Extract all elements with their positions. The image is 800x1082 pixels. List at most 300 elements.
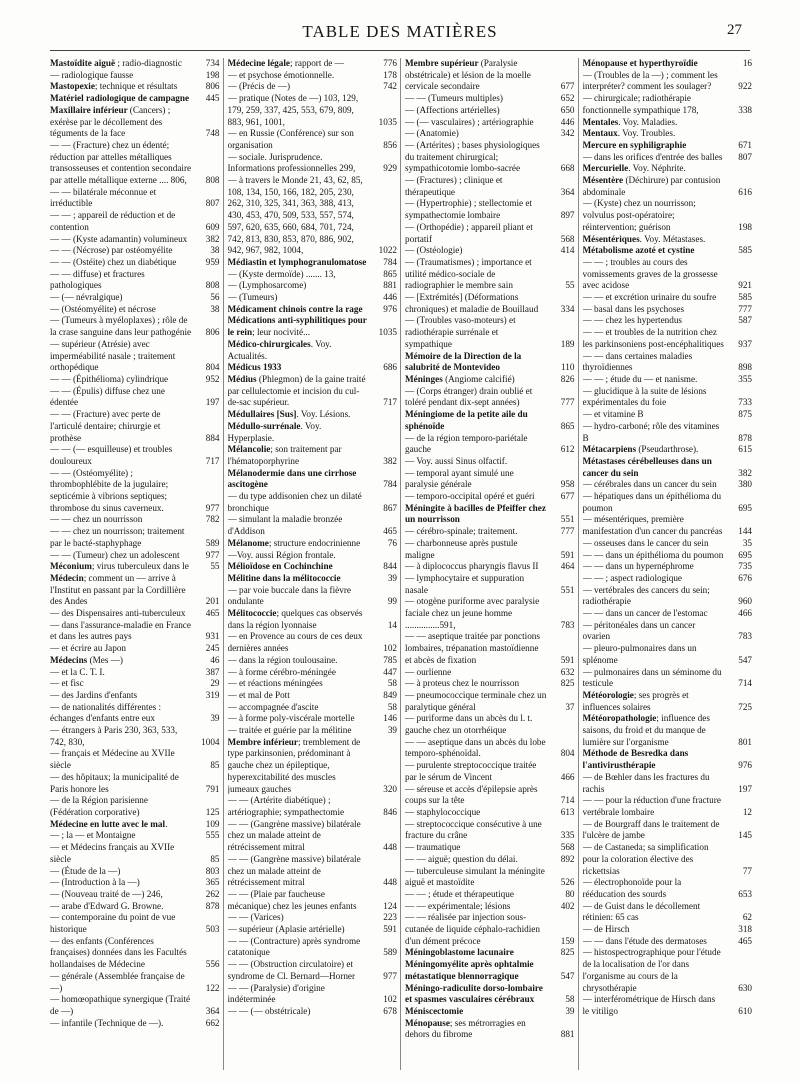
- index-entry: [228, 152, 398, 175]
- index-entry-text: Mélanodermie dans une cirrhose ascitogène: [227, 467, 357, 490]
- index-entry: [50, 245, 220, 257]
- index-entry-text: Médiastin et lymphogranulomatose: [227, 256, 367, 267]
- index-entry-text: — contemporaine du point de vue historique: [50, 912, 176, 935]
- index-entry: [228, 936, 398, 959]
- index-entry: [583, 901, 753, 924]
- index-entry: [50, 971, 220, 994]
- index-entry-page: 1004: [201, 736, 220, 747]
- index-entry-page: 804: [205, 362, 220, 373]
- index-entry-page: 717: [205, 455, 220, 466]
- index-entry-page: 58: [387, 678, 397, 689]
- index-entry: [405, 433, 575, 456]
- index-entry: [228, 690, 398, 702]
- index-entry-text: — — (Nécrose) par ostéomyélite: [50, 245, 173, 256]
- index-entry: [405, 105, 575, 117]
- index-entry-text: — à forme poly-viscérale mortelle: [227, 713, 355, 724]
- index-entry: [405, 573, 575, 596]
- index-entry-text: — [Extrémités] (Déformations chroniques) et maladie de Bouillaud: [405, 292, 539, 314]
- index-entry-text: Ménopause; ses métrorragies en dehors du fibrome: [405, 1017, 526, 1040]
- index-entry: [50, 292, 220, 304]
- index-entry-page: 615: [738, 444, 752, 455]
- index-entry-text: Maxillaire inférieur (Cancers) ; exérèse par le décollement des téguments de la face: [50, 104, 171, 139]
- index-entry-page: 782: [205, 514, 220, 525]
- index-entry-page: 159: [560, 935, 575, 946]
- index-entry-text: — basal dans les psychoses: [582, 303, 685, 314]
- index-entry-page: 58: [565, 994, 575, 1005]
- index-entry-page: 342: [560, 128, 575, 139]
- index-entry-text: — — (— esquilleuse) et troubles douloureux: [50, 444, 173, 466]
- index-entry: [583, 947, 753, 994]
- index-entry-page: 825: [560, 678, 575, 689]
- index-entry-text: — des Jardins d'enfants: [50, 689, 138, 700]
- index-entry-page: 547: [560, 970, 575, 981]
- index-entry: [583, 667, 753, 690]
- index-entry: [583, 479, 753, 491]
- index-entry-text: — (Lymphosarcome): [227, 280, 307, 291]
- index-entry: [405, 58, 575, 93]
- index-entry-text: — ; la — et Montaigne: [50, 830, 136, 841]
- index-entry: [405, 667, 575, 679]
- index-entry-text: Méningomyélite après ophtalmie métastatique blennorragique: [405, 959, 534, 981]
- index-entry-page: 878: [738, 432, 752, 443]
- index-entry-text: — — (Fracture) avec perte de l'articulé dentaire; chirurgie et prothèse: [50, 409, 161, 443]
- index-entry-text: Mélanome; structure endocrinienne: [227, 537, 361, 548]
- index-entry: [228, 725, 398, 737]
- index-entry: [50, 912, 220, 935]
- index-entry: [583, 819, 753, 842]
- index-entry-text: — (Traumatismes) ; importance et utilité médico-sociale de radiographier le membre sain: [405, 256, 532, 291]
- index-entry-text: — du type addisonien chez un dilaté bronchique: [227, 491, 362, 513]
- index-entry: [583, 538, 753, 550]
- index-entry-page: 695: [738, 502, 752, 513]
- index-entry-page: 465: [383, 526, 397, 537]
- index-entry: [50, 643, 220, 655]
- index-entry-page: 447: [383, 666, 397, 677]
- index-entry-page: 977: [205, 502, 220, 513]
- index-entry-page: 677: [560, 491, 575, 502]
- index-entry-page: 110: [561, 362, 575, 373]
- index-entry-text: — étrangers à Paris 230, 363, 533, 742, 830,: [50, 725, 178, 747]
- index-entry: [50, 561, 220, 573]
- index-entry-text: Mélitococcie; quelques cas observés dans la région lyonnaise: [227, 608, 363, 630]
- index-entry-text: — (Troubles vaso-moteurs) et radiothérapie surrénale et sympathique: [405, 315, 516, 349]
- index-entry-page: 959: [205, 256, 220, 267]
- index-entry: [405, 526, 575, 538]
- index-entry-page: 382: [383, 455, 397, 466]
- index-entry-page: 35: [742, 537, 752, 548]
- index-entry: [583, 245, 753, 257]
- index-entry: [50, 386, 220, 409]
- index-entry: [228, 339, 398, 362]
- index-entry-page: 387: [205, 666, 220, 677]
- index-entry: [228, 573, 398, 585]
- index-entry: [50, 269, 220, 292]
- index-entry: [405, 983, 575, 1006]
- index-entry: [405, 947, 575, 959]
- index-entry-text: — (Introduction à la —): [50, 877, 140, 888]
- index-entry: [405, 93, 575, 105]
- index-entry-page: 46: [210, 654, 220, 665]
- index-entry-text: — à proteus chez le nourrisson: [405, 678, 520, 689]
- index-entry-text: — à forme cérébro-méningée: [227, 666, 336, 677]
- index-entry: [583, 585, 753, 608]
- index-entry-text: Mélioïdose en Cochinchine: [227, 561, 333, 572]
- index-entry-page: 76: [387, 537, 397, 548]
- index-entry-text: — de Castaneda; sa simplification pour la coloration élective des rickettsias: [582, 842, 709, 876]
- index-entry-page: 587: [738, 315, 752, 326]
- index-entry-page: 591: [383, 924, 397, 935]
- index-entry-text: — (Hypertrophie) ; stellectomie et sympathectomie lombaire: [405, 198, 533, 221]
- index-entry: [405, 222, 575, 245]
- index-entry-text: — (Nouveau traité de —) 246,: [50, 888, 163, 899]
- index-entry: [228, 702, 398, 714]
- index-entry: [405, 468, 575, 491]
- index-entry-page: 807: [738, 151, 752, 162]
- index-entry: [50, 690, 220, 702]
- index-entry: [583, 374, 753, 386]
- index-entry-page: 652: [560, 93, 575, 104]
- index-entry-text: — (Kyste) chez un nourrisson; volvulus post-opératoire; réintervention; guérison: [582, 198, 696, 232]
- index-entry: [228, 550, 398, 562]
- index-entry-page: 785: [383, 654, 397, 665]
- index-entry-page: 39: [387, 725, 397, 736]
- index-entry-text: — et vitamine B: [582, 409, 644, 420]
- index-entry: [50, 866, 220, 878]
- index-column-4: [583, 58, 756, 1070]
- index-entry-page: 262: [205, 888, 220, 899]
- index-entry-text: — (Ostéologie): [405, 245, 463, 256]
- index-entry: [405, 315, 575, 350]
- index-entry: [228, 795, 398, 818]
- index-entry-page: 85: [210, 760, 220, 771]
- index-entry-page: 976: [738, 760, 752, 771]
- index-entry-text: — français et Médecine au XVIIe siècle: [50, 748, 175, 771]
- index-entry: [583, 690, 753, 713]
- index-entry-page: 382: [738, 467, 752, 478]
- index-entry-page: 806: [205, 81, 220, 92]
- index-entry: [405, 561, 575, 573]
- index-entry-page: 318: [738, 924, 752, 935]
- index-entry-page: 466: [738, 608, 752, 619]
- index-entry-page: 382: [205, 233, 220, 244]
- index-entry-page: 777: [738, 303, 752, 314]
- index-entry-text: Mélitine dans la mélitococcie: [227, 572, 341, 583]
- index-entry: [228, 374, 398, 409]
- index-entry-page: 777: [560, 526, 575, 537]
- index-entry-text: Méningoblastome lacunaire: [405, 947, 514, 958]
- index-entry: [228, 58, 398, 70]
- index-entry-text: — en Provence au cours de ces deux dernières années: [227, 631, 363, 654]
- index-entry: [583, 491, 753, 514]
- index-entry-text: — charbonneuse après pustule maligne: [405, 537, 518, 560]
- index-entry: [228, 304, 398, 316]
- index-entry-text: — arabe d'Edward G. Browne.: [50, 900, 164, 911]
- index-entry-page: 446: [560, 116, 575, 127]
- index-entry-page: 62: [742, 912, 752, 923]
- index-entry-text: Médications anti-syphilitiques pour le rein; leur nocivité...: [227, 315, 367, 338]
- index-entry: [228, 854, 398, 889]
- index-entry-text: — séreuse et accès d'épilepsie après coups sur la tête: [405, 783, 538, 806]
- index-entry: [50, 409, 220, 444]
- index-entry: [50, 514, 220, 526]
- index-entry: [50, 315, 220, 338]
- index-entry: [50, 234, 220, 246]
- index-entry-page: 650: [560, 104, 575, 115]
- index-entry-text: — et mal de Pott: [227, 689, 290, 700]
- index-entry: [50, 187, 220, 210]
- index-entry-page: 448: [383, 877, 397, 888]
- index-entry-page: 77: [742, 865, 752, 876]
- index-entry-text: — (Tumeurs): [227, 292, 278, 303]
- index-entry-text: — — (Varices): [227, 912, 284, 923]
- index-entry: [405, 351, 575, 374]
- index-entry-page: 610: [738, 1005, 752, 1016]
- index-entry: [405, 866, 575, 889]
- index-entry-text: — — (— obstétricale): [227, 1005, 311, 1016]
- index-entry-text: — — ; troubles au cours des vomissements graves de la grossesse avec acidose: [582, 256, 718, 291]
- index-entry-text: Métacarpiens (Pseudarthrose).: [582, 444, 699, 455]
- index-entry-text: Membre inférieur; tremblement de type parkinsonien, prédominant à gauche chez un épileptique, hyperexcitabilité des muscles jumeaux gauches: [227, 736, 361, 794]
- index-entry: [405, 386, 575, 409]
- index-entry-text: — — dans l'étude des dermatoses: [582, 935, 707, 946]
- index-entry-text: Métastases cérébelleuses dans un cancer du sein: [582, 455, 712, 478]
- index-entry-text: Métabolisme azoté et cystine: [582, 245, 695, 256]
- index-entry-page: 929: [383, 163, 397, 174]
- index-entry-page: 465: [205, 608, 220, 619]
- index-entry: [405, 854, 575, 866]
- index-entry-page: 676: [738, 572, 752, 583]
- index-entry: [228, 70, 398, 82]
- index-entry-text: — électrophonoïde pour la rééducation des sourds: [582, 877, 682, 899]
- index-entry-page: 319: [205, 689, 220, 700]
- index-entry: [583, 198, 753, 233]
- index-entry-page: 102: [383, 994, 397, 1005]
- index-entry-page: 1022: [378, 245, 397, 256]
- index-entry: [405, 596, 575, 631]
- index-entry-page: 844: [383, 561, 397, 572]
- index-entry: [583, 292, 753, 304]
- index-entry-text: — — (Gangrène massive) bilatérale chez un malade atteint de rétrécissement mitral: [227, 853, 361, 888]
- index-entry-page: 16: [742, 58, 752, 68]
- index-entry: [583, 163, 753, 175]
- index-entry: [228, 1006, 398, 1018]
- index-entry: [583, 409, 753, 421]
- index-entry-text: — (Orthopédie) ; appareil pliant et portatif: [405, 221, 533, 244]
- index-entry: [50, 877, 220, 889]
- index-entry-text: Mentales. Voy. Maladies.: [582, 116, 678, 127]
- index-entry-text: — — dans certaines maladies thyroïdiennes: [582, 350, 693, 373]
- index-entry-page: 38: [210, 303, 220, 314]
- index-entry-page: 678: [383, 1005, 397, 1016]
- index-entry-text: — (Ostéomyélite) et nécrose: [50, 303, 156, 314]
- index-entry: [50, 725, 220, 748]
- index-entry-text: — — diffuse) et fractures pathologiques: [50, 268, 145, 291]
- index-entry-page: 849: [383, 689, 397, 700]
- index-entry: [50, 830, 220, 842]
- index-entry-page: 952: [205, 373, 220, 384]
- index-entry: [583, 327, 753, 350]
- index-entry-page: 380: [738, 479, 752, 490]
- index-entry: [405, 842, 575, 854]
- index-entry: [50, 257, 220, 269]
- index-entry: [583, 608, 753, 620]
- index-entry-text: — cérébro-spinale; traitement.: [405, 526, 518, 537]
- index-entry-text: — — dans un épithélioma du poumon: [582, 549, 724, 560]
- index-entry-page: 55: [210, 561, 220, 572]
- index-entry: [583, 152, 753, 164]
- index-entry-text: — temporo-occipital opéré et guéri: [405, 491, 535, 502]
- index-entry: [50, 339, 220, 374]
- index-entry: [583, 234, 753, 246]
- index-entry-page: 609: [205, 221, 220, 232]
- index-entry-page: 56: [210, 292, 220, 303]
- index-entry-text: — de nationalités différentes : échanges d'enfants entre eux: [50, 701, 162, 724]
- index-entry-text: — staphylococcique: [405, 807, 481, 817]
- index-entry-text: — pleuro-pulmonaires dans un splénome: [582, 643, 697, 665]
- index-entry-page: 585: [738, 245, 752, 256]
- index-entry: [405, 1006, 575, 1018]
- index-entry-page: 551: [560, 584, 575, 595]
- index-entry-page: 464: [560, 561, 575, 572]
- index-entry-text: — — (Tumeur) chez un adolescent: [50, 549, 180, 560]
- index-entry: [228, 315, 398, 338]
- index-entry-text: — Voy. aussi Sinus olfactif.: [405, 455, 508, 466]
- index-entry: [583, 772, 753, 795]
- index-entry-page: 12: [742, 807, 752, 817]
- index-entry-text: — à travers le Monde 21, 43, 62, 85, 108, 134, 150, 166, 182, 205, 230, 262, 310, 325, 341, 363, 388, 413, 430, 453, 470, 509, 533, 557, 574, 597, 620, 635, 660, 684, 701, 724, 742, 813, 830, 853, 870, 886, 902, 942, 967, 982, 1004,: [227, 175, 363, 256]
- index-entry: [50, 936, 220, 971]
- index-entry-text: Mercurielle. Voy. Néphrite.: [582, 163, 686, 174]
- index-entry-page: 612: [560, 444, 575, 455]
- index-entry: [228, 655, 398, 667]
- index-entry-text: Méningiome de la petite aile du sphénoïde: [405, 409, 528, 431]
- index-entry-text: Ménopause et hyperthyroïdie: [582, 58, 698, 68]
- index-entry-text: Mentaux. Voy. Troubles.: [582, 128, 676, 139]
- index-entry-text: — — (Épulis) diffuse chez une édentée: [50, 385, 165, 408]
- index-entry: [50, 1018, 220, 1030]
- index-entry-page: 223: [383, 912, 397, 923]
- index-entry-text: — (Anatomie): [405, 128, 459, 139]
- index-entry: [583, 643, 753, 666]
- index-entry-text: — hépatiques dans un épithélioma du poumon: [582, 491, 722, 513]
- index-entry-text: — pulmonaires dans un séminome du testicule: [582, 666, 722, 689]
- index-entry-text: Météoropathologie; influence des saisons, du froid et du manque de lumière sur l'organisme: [582, 713, 710, 747]
- index-entry-text: — (— vasculaires) ; artériographie: [405, 116, 534, 127]
- index-entry: [228, 292, 398, 304]
- index-entry: [50, 210, 220, 233]
- index-entry: [405, 257, 575, 292]
- index-entry-text: — supérieur (Aplasie artérielle): [227, 924, 345, 935]
- index-entry-text: — (Corps étranger) drain oublié et toléré pendant dix-sept années): [405, 385, 533, 408]
- index-entry-text: — — aseptique dans un abcès du lobe temporo-sphénoïdal.: [405, 736, 546, 759]
- index-entry-page: 748: [205, 128, 220, 139]
- index-entry: [50, 105, 220, 140]
- index-entry-text: — — ; étude du — et nanisme.: [582, 373, 698, 384]
- index-entry-text: Médecin; comment un — arrive à l'Institut en passant par la Cordillière des Andes: [50, 572, 186, 607]
- index-columns: [50, 58, 755, 1070]
- index-entry: [405, 713, 575, 736]
- index-entry-page: 80: [565, 888, 575, 899]
- index-entry-page: 178: [383, 69, 397, 80]
- index-column-3: [405, 58, 579, 1070]
- index-entry: [583, 257, 753, 292]
- index-entry-text: — radiologique fausse: [50, 69, 134, 80]
- index-entry-page: 320: [383, 783, 397, 794]
- index-entry-page: 338: [738, 104, 752, 115]
- index-entry: [583, 175, 753, 198]
- index-entry-page: 668: [560, 163, 575, 174]
- index-entry-page: 198: [205, 69, 220, 80]
- index-entry-text: — chirurgicale; radiothérapie fonctionnelle sympathique 178,: [582, 93, 699, 115]
- index-entry: [583, 93, 753, 116]
- index-entry-text: — glucidique à la suite de lésions expérimentales du foie: [582, 385, 707, 408]
- index-entry-text: — et Médecins français au XVIIe siècle: [50, 842, 175, 864]
- index-entry-page: 632: [560, 666, 575, 677]
- index-entry-page: 556: [205, 959, 220, 970]
- index-entry-text: — — (Tumeurs multiples): [405, 93, 503, 104]
- index-entry-text: — de Bourgraff dans le traitement de l'ulcère de jambe: [582, 818, 720, 841]
- index-entry: [228, 280, 398, 292]
- index-entry-text: Médicus 1933: [227, 362, 282, 373]
- index-entry-page: 29: [210, 678, 220, 689]
- index-entry-text: —Voy. aussi Région frontale.: [227, 549, 336, 560]
- index-entry: [583, 304, 753, 316]
- index-entry: [228, 362, 398, 374]
- index-entry-page: 881: [383, 280, 397, 291]
- index-entry: [583, 351, 753, 374]
- index-entry-text: Méniscectomie: [405, 1005, 464, 1016]
- page-number: 27: [727, 22, 742, 38]
- index-entry: [50, 573, 220, 608]
- index-entry-text: — — (Plaie par faucheuse mécanique) chez les jeunes enfants: [227, 888, 357, 911]
- index-entry-page: 735: [738, 561, 752, 572]
- index-entry-text: — purulente streptococcique traitée par le sérum de Vincent: [405, 760, 537, 782]
- index-entry: [228, 631, 398, 654]
- index-entry: [50, 93, 220, 105]
- index-entry-page: 585: [738, 292, 752, 303]
- index-entry-text: — générale (Assemblée française de —): [50, 970, 185, 993]
- index-entry-page: 695: [738, 549, 752, 560]
- index-entry-page: 662: [205, 1017, 220, 1028]
- index-entry: [50, 140, 220, 187]
- index-entry-page: 977: [383, 970, 397, 981]
- index-entry-text: Méconium; virus tuberculeux dans le: [50, 561, 189, 572]
- index-entry-text: — (Fractures) ; clinique et thérapeutique: [405, 175, 503, 197]
- index-entry-text: Méthode de Besredka dans l'antivirusthérapie: [582, 748, 689, 771]
- index-entry-text: — — réalisée par injection sous-cutanée de liquide céphalo-rachidien d'un dément précoce: [405, 912, 540, 946]
- index-entry: [50, 678, 220, 690]
- index-entry-text: Mélancolie; son traitement par l'hématoporphyrine: [227, 444, 342, 466]
- index-entry-text: Matériel radiologique de campagne: [50, 93, 190, 104]
- index-entry-text: — temporal ayant simulé une paralysie générale: [405, 467, 514, 490]
- index-entry-page: 39: [210, 713, 220, 724]
- index-entry: [228, 421, 398, 444]
- index-entry-page: 466: [560, 771, 575, 782]
- index-entry-page: 897: [560, 210, 575, 221]
- index-entry: [228, 491, 398, 514]
- index-entry: [405, 959, 575, 982]
- index-entry: [583, 514, 753, 537]
- index-entry-text: — (Précis de —): [227, 81, 291, 92]
- index-entry: [405, 784, 575, 807]
- index-entry-text: — ourlienne: [405, 666, 452, 677]
- index-entry-page: 742: [383, 81, 397, 92]
- index-entry-page: 808: [205, 175, 220, 186]
- index-entry: [405, 901, 575, 913]
- index-entry: [50, 444, 220, 467]
- index-entry-text: Météorologie; ses progrès et influences solaires: [582, 689, 689, 712]
- index-entry: [50, 748, 220, 771]
